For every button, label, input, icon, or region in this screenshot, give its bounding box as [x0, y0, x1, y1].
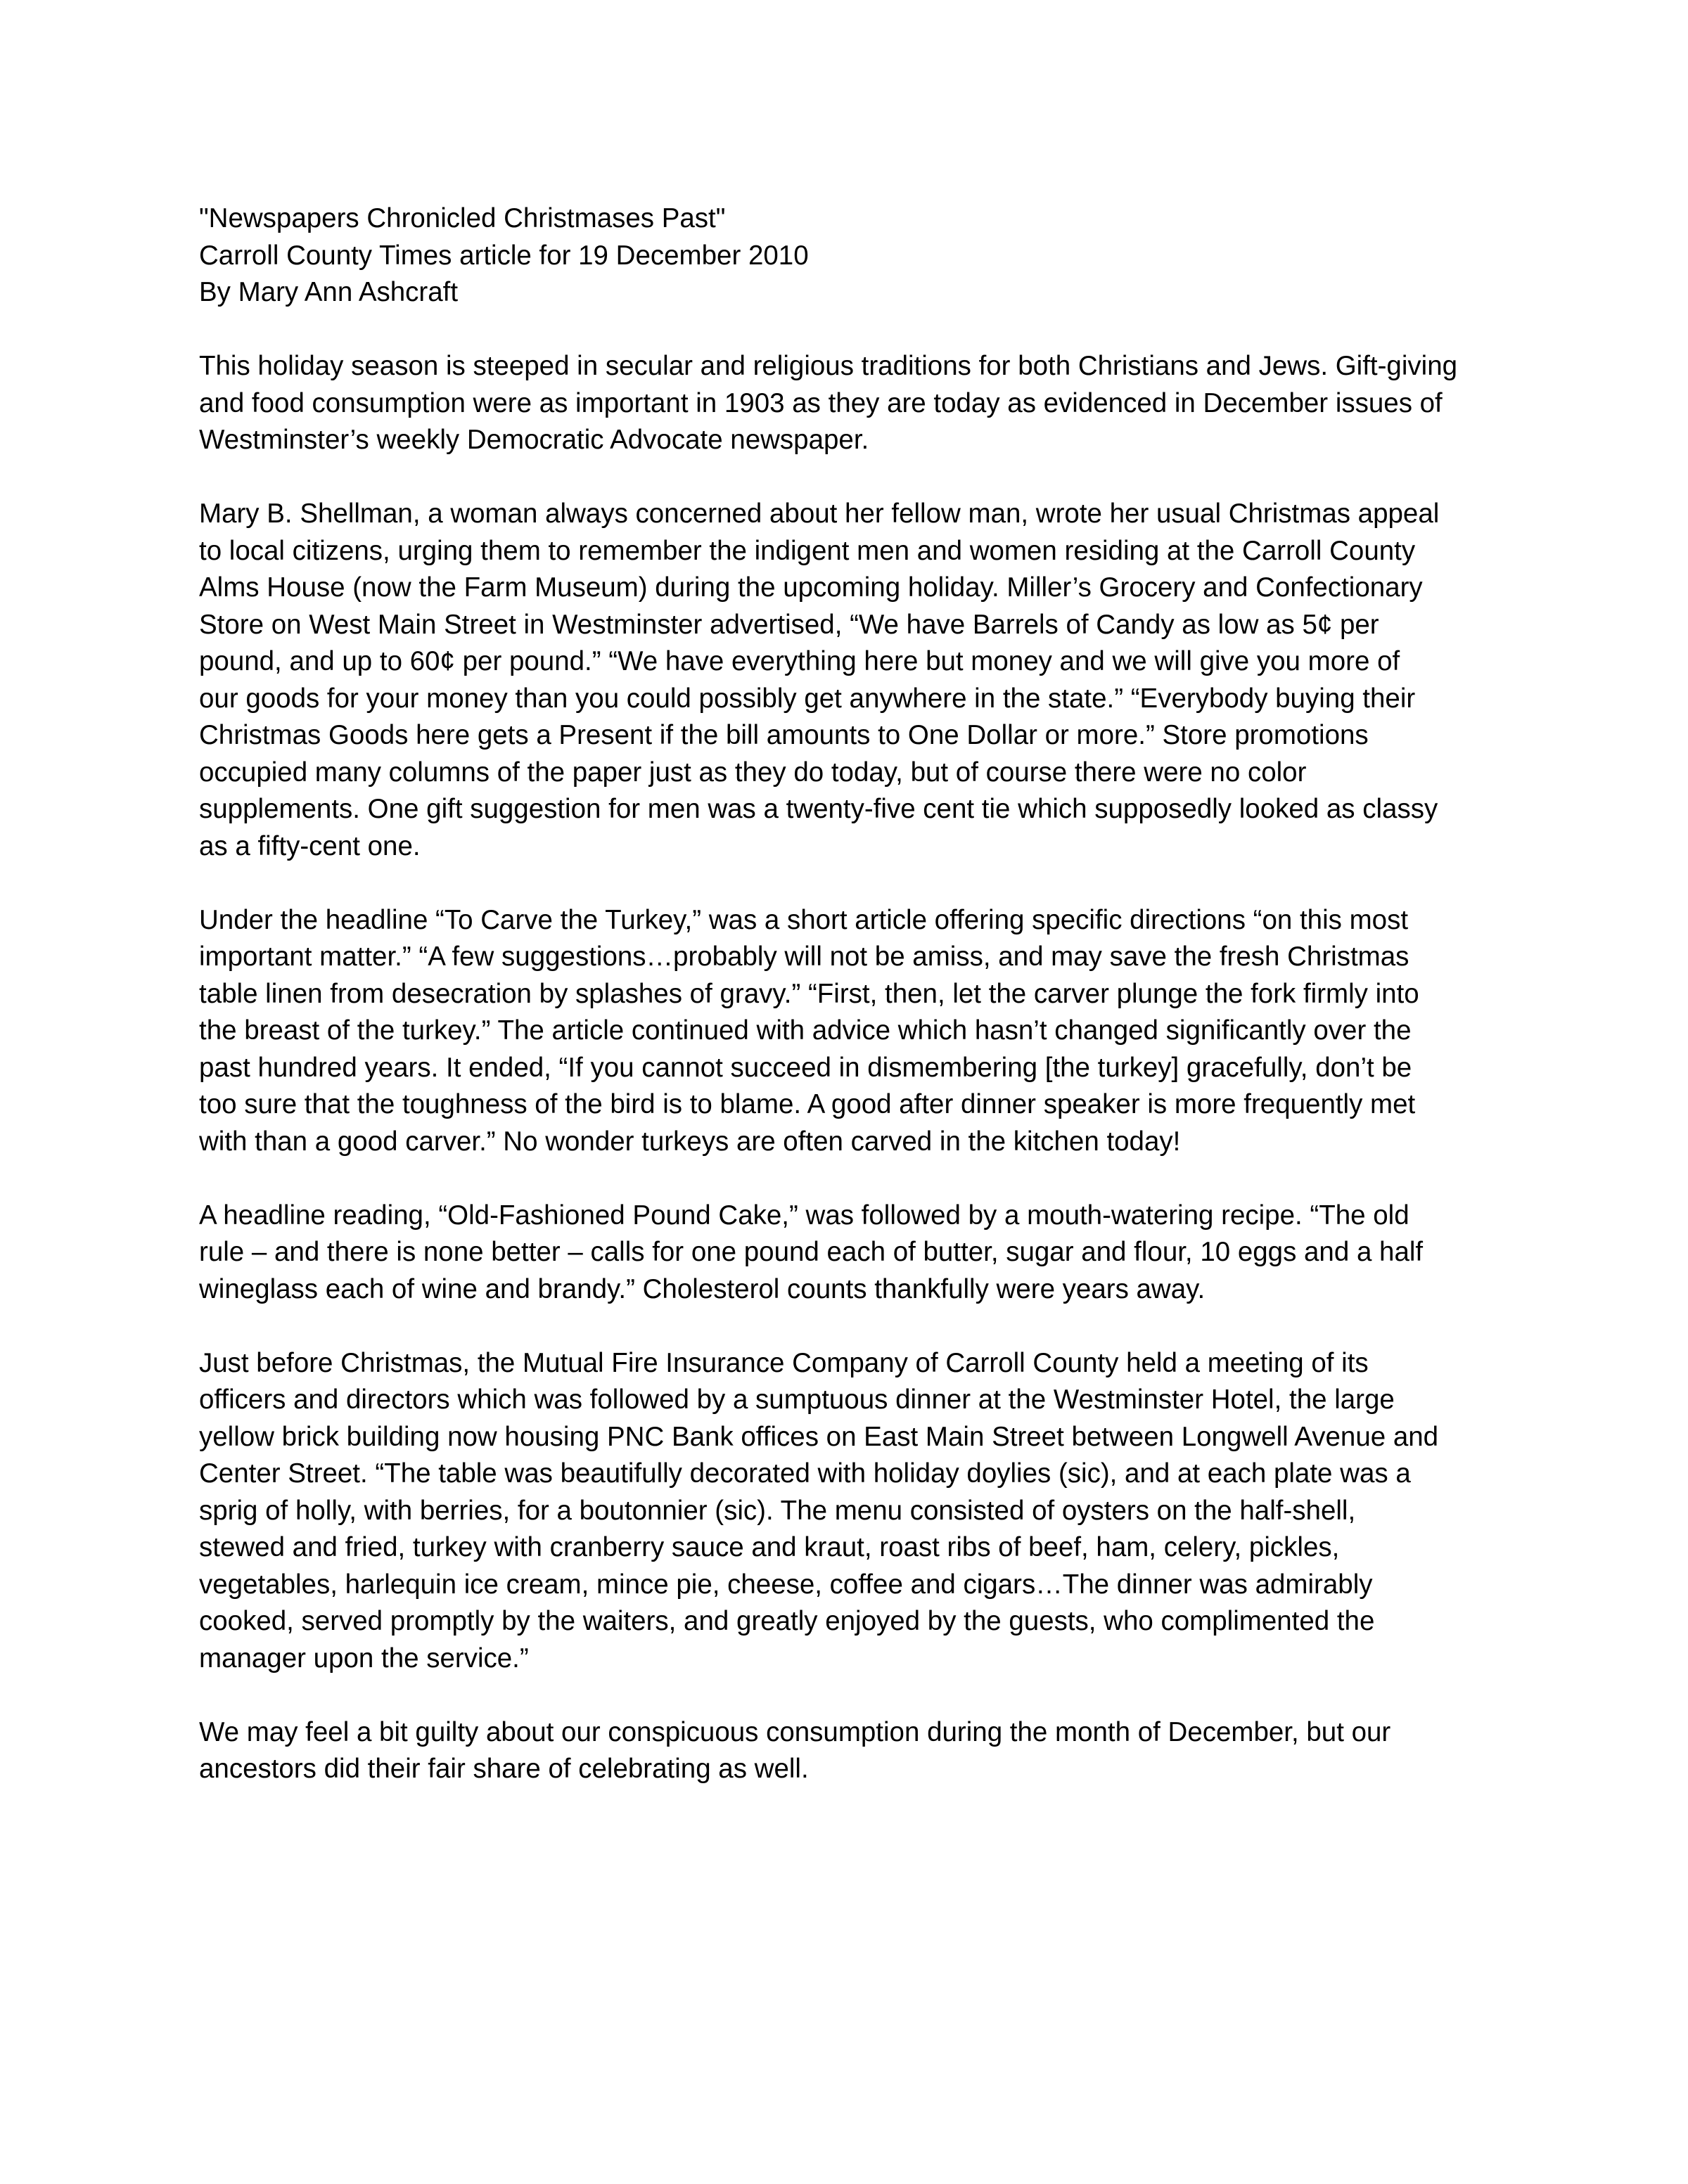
text-line: officers and directors which was followed by a sumptuous dinner at the Westminster Hotel, the large	[199, 1385, 1395, 1415]
paragraph	[199, 348, 1535, 459]
text-line: manager upon the service.”	[199, 1643, 529, 1674]
text-line: This holiday season is steeped in secular and religious traditions for both Christians and Jews. Gift-giving	[199, 351, 1458, 381]
text-line: Westminster’s weekly Democratic Advocate newspaper.	[199, 425, 869, 455]
article-paragraphs	[199, 348, 1535, 1788]
text-line: the breast of the turkey.” The article continued with advice which hasn’t changed significantly over the	[199, 1015, 1412, 1046]
text-line: as a fifty-cent one.	[199, 830, 421, 861]
text-line: our goods for your money than you could possibly get anywhere in the state.” “Everybody buying their	[199, 683, 1416, 714]
paragraph	[199, 902, 1535, 1161]
article-title: "Newspapers Chronicled Christmases Past"	[199, 203, 726, 233]
text-line: important matter.” “A few suggestions…probably will not be amiss, and may save the fresh Christmas	[199, 942, 1409, 972]
article-header	[199, 200, 1535, 311]
text-line: We may feel a bit guilty about our conspicuous consumption during the month of December, but our	[199, 1716, 1391, 1747]
text-line: Center Street. “The table was beautifully decorated with holiday doylies (sic), and at each plate was a	[199, 1458, 1411, 1489]
text-line: sprig of holly, with berries, for a boutonnier (sic). The menu consisted of oysters on the half-shell,	[199, 1495, 1356, 1526]
text-line: yellow brick building now housing PNC Bank offices on East Main Street between Longwell Avenue and	[199, 1421, 1439, 1452]
document-body	[199, 200, 1535, 1825]
article-byline: By Mary Ann Ashcraft	[199, 277, 459, 307]
text-line: stewed and fried, turkey with cranberry sauce and kraut, roast ribs of beef, ham, celery, pickles,	[199, 1532, 1340, 1562]
text-line: ancestors did their fair share of celebrating as well.	[199, 1754, 809, 1784]
text-line: cooked, served promptly by the waiters, and greatly enjoyed by the guests, who complimented the	[199, 1606, 1375, 1636]
text-line: Under the headline “To Carve the Turkey,” was a short article offering specific directions “on this most	[199, 904, 1409, 935]
text-line: Just before Christmas, the Mutual Fire Insurance Company of Carroll County held a meeting of its	[199, 1347, 1369, 1378]
text-line: vegetables, harlequin ice cream, mince pie, cheese, coffee and cigars…The dinner was admirably	[199, 1569, 1373, 1600]
article-subtitle: Carroll County Times article for 19 December 2010	[199, 240, 809, 271]
text-line: too sure that the toughness of the bird is to blame. A good after dinner speaker is more frequently met	[199, 1089, 1416, 1119]
text-line: rule – and there is none better – calls for one pound each of butter, sugar and flour, 10 eggs and a half	[199, 1237, 1424, 1267]
text-line: with than a good carver.” No wonder turkeys are often carved in the kitchen today!	[199, 1126, 1181, 1157]
paragraph	[199, 1345, 1535, 1678]
text-line: past hundred years. It ended, “If you cannot succeed in dismembering [the turkey] gracefully, don’t be	[199, 1052, 1412, 1083]
text-line: Alms House (now the Farm Museum) during the upcoming holiday. Miller’s Grocery and Confectionary	[199, 572, 1423, 603]
paragraph	[199, 1714, 1535, 1788]
text-line: Mary B. Shellman, a woman always concerned about her fellow man, wrote her usual Christmas appeal	[199, 499, 1440, 529]
text-line: table linen from desecration by splashes of gravy.” “First, then, let the carver plunge the fork firmly into	[199, 978, 1419, 1009]
text-line: Store on West Main Street in Westminster advertised, “We have Barrels of Candy as low as 5¢ per	[199, 609, 1379, 640]
text-line: Christmas Goods here gets a Present if the bill amounts to One Dollar or more.” Store promotions	[199, 720, 1369, 750]
text-line: wineglass each of wine and brandy.” Cholesterol counts thankfully were years away.	[199, 1273, 1206, 1304]
text-line: occupied many columns of the paper just as they do today, but of course there were no color	[199, 757, 1307, 788]
text-line: A headline reading, “Old-Fashioned Pound Cake,” was followed by a mouth-watering recipe. “The old	[199, 1200, 1409, 1231]
paragraph	[199, 496, 1535, 865]
text-line: pound, and up to 60¢ per pound.” “We have everything here but money and we will give you more of	[199, 646, 1400, 676]
text-line: and food consumption were as important in 1903 as they are today as evidenced in December issues of	[199, 387, 1443, 418]
text-line: supplements. One gift suggestion for men was a twenty-five cent tie which supposedly looked as classy	[199, 794, 1438, 824]
text-line: to local citizens, urging them to remember the indigent men and women residing at the Carroll County	[199, 535, 1416, 566]
paragraph	[199, 1197, 1535, 1309]
